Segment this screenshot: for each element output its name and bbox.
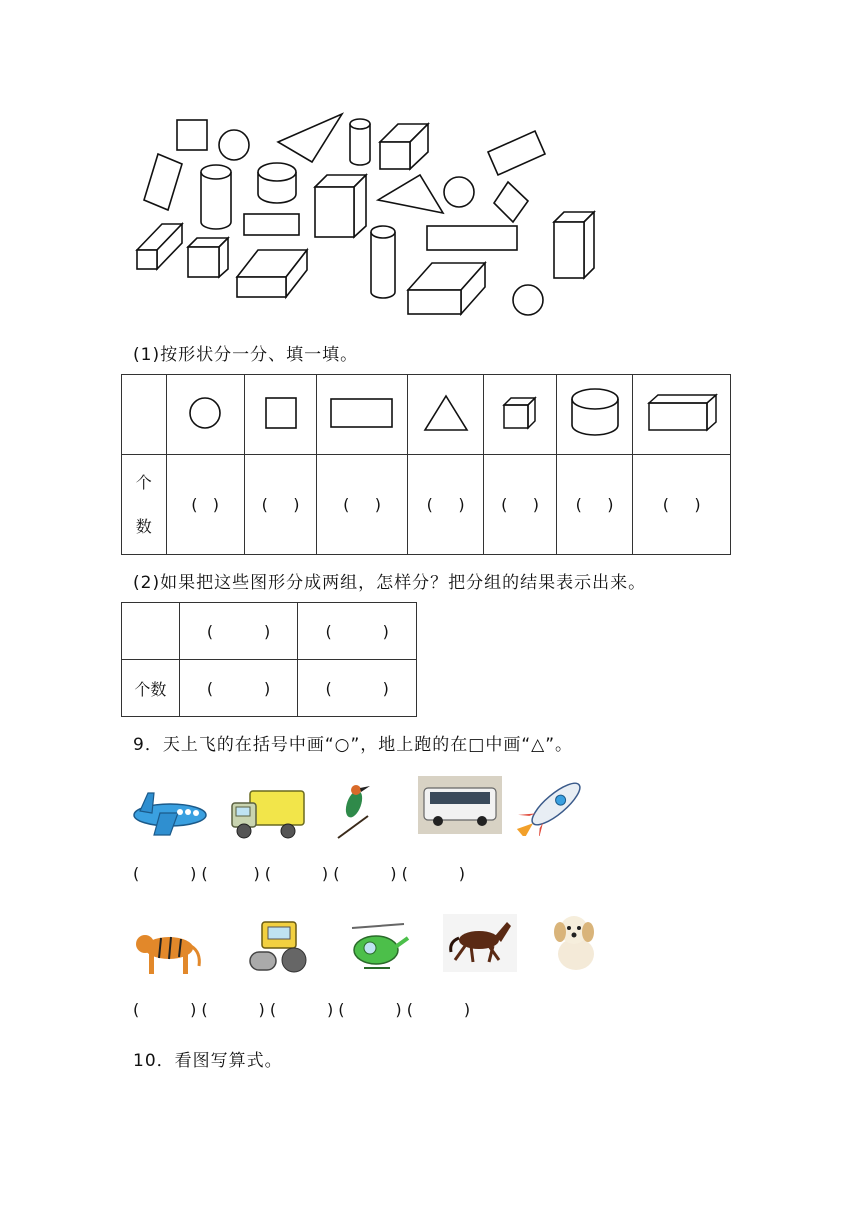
cuboid-shape [554, 212, 594, 278]
rectangle-icon [329, 396, 395, 430]
header-square-cell [244, 375, 316, 455]
answer-blank[interactable]: ( ) [206, 621, 271, 641]
truck-image [228, 785, 308, 843]
airplane-image [130, 785, 210, 840]
answer-blank[interactable]: ( ) [426, 495, 465, 514]
road-roller-image [246, 918, 310, 974]
grouping-count-label: 个数 [122, 660, 180, 717]
header-cube-cell [484, 375, 556, 455]
circle-shape [513, 285, 543, 315]
header-cuboid-cell [633, 375, 731, 455]
cuboid-shape [380, 124, 428, 169]
question-1-label: (1)按形状分一分、填一填。 [133, 345, 359, 365]
circle-icon [187, 395, 223, 431]
bus-image [418, 776, 502, 834]
count-label-top: 个 [135, 472, 152, 492]
group-1-count-cell [179, 660, 298, 717]
answer-blank[interactable]: ( ) [191, 495, 220, 514]
square-shape [177, 120, 207, 150]
answer-blank[interactable]: ( ) [662, 495, 701, 514]
square-shape [494, 182, 528, 222]
count-label-bottom: 数 [135, 516, 152, 536]
answer-blank[interactable]: ( ) [325, 621, 389, 641]
tiger-image [133, 922, 203, 978]
circle-shape [444, 177, 474, 207]
grouping-table [121, 602, 417, 717]
cylinder-shape [258, 163, 296, 203]
cylinder-shape [201, 165, 231, 229]
cuboid-shape [137, 224, 182, 269]
count-label-cell [122, 455, 167, 555]
square-icon [263, 395, 299, 431]
rocket-image [516, 772, 596, 836]
row-2-answer-blanks[interactable]: ( ) ( ) ( ) ( ) ( ) [133, 1000, 471, 1019]
shape-count-table [121, 374, 731, 555]
triangle-shape [378, 175, 443, 213]
header-circle-cell [166, 375, 244, 455]
cylinder-icon [569, 387, 621, 439]
shapes-illustration [130, 112, 610, 322]
answer-blank[interactable]: ( ) [261, 495, 300, 514]
header-triangle-cell [407, 375, 484, 455]
question-10-label: 10．看图写算式。 [133, 1051, 283, 1071]
puppy-image [544, 910, 604, 974]
rectangle-shape [427, 226, 517, 250]
count-cell-cylinder [556, 455, 633, 555]
group-2-count-cell [298, 660, 417, 717]
answer-blank[interactable]: ( ) [501, 495, 540, 514]
header-rectangle-cell [317, 375, 408, 455]
cuboid-shape [237, 250, 307, 297]
answer-blank[interactable]: ( ) [206, 678, 271, 698]
count-cell-circle [166, 455, 244, 555]
rectangle-shape [244, 214, 299, 235]
answer-blank[interactable]: ( ) [325, 678, 389, 698]
triangle-shape [278, 114, 342, 162]
header-empty-cell [122, 375, 167, 455]
answer-blank[interactable]: ( ) [575, 495, 614, 514]
count-cell-triangle [407, 455, 484, 555]
count-cell-cube [484, 455, 556, 555]
rectangle-shape [144, 154, 182, 210]
helicopter-image [344, 918, 410, 976]
group-1-cell [179, 603, 298, 660]
bird-image [328, 780, 378, 842]
cuboid-shape [408, 263, 485, 314]
count-cell-square [244, 455, 316, 555]
cylinder-shape [371, 226, 395, 298]
grouping-empty-cell [122, 603, 180, 660]
count-cell-cuboid [633, 455, 731, 555]
row-1-answer-blanks[interactable]: ( ) ( ) ( ) ( ) ( ) [133, 864, 465, 883]
answer-blank[interactable]: ( ) [343, 495, 381, 514]
triangle-icon [422, 393, 470, 433]
circle-shape [219, 130, 249, 160]
rectangle-shape [488, 131, 545, 175]
group-2-cell [298, 603, 417, 660]
cube-icon [501, 395, 539, 431]
cube-shape [188, 238, 228, 277]
question-2-label: (2)如果把这些图形分成两组，怎样分？把分组的结果表示出来。 [133, 573, 647, 593]
header-cylinder-cell [556, 375, 633, 455]
cube-shape [315, 175, 366, 237]
horse-image [443, 914, 517, 972]
cylinder-shape [350, 119, 370, 165]
question-9-label: 9．天上飞的在括号中画“○”，地上跑的在□中画“△”。 [133, 735, 574, 755]
count-cell-rectangle [317, 455, 408, 555]
cuboid-icon [646, 393, 718, 433]
